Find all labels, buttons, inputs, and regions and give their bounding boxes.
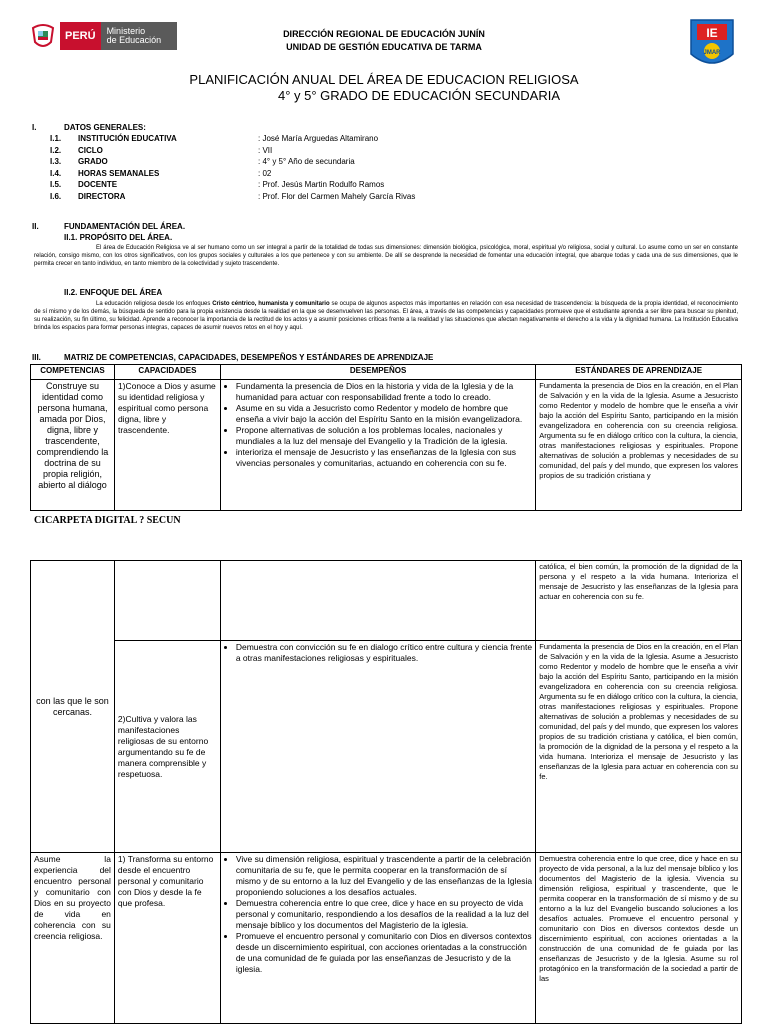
field-number: I.2. (50, 145, 62, 155)
column-header: COMPETENCIAS (31, 365, 115, 380)
competencia-cell: Asume la experiencia del encuentro personal y comunitario con Dios en su proyecto de vida en coherencia con su creencia religiosa. (31, 853, 115, 1024)
estandar-text: Demuestra coherencia entre lo que cree, dice y hace en su proyecto de vida personal, a la luz del mensaje bíblico y los documentos del Magisterio de la iglesia. Vivencia su dimensión religiosa, espiritual y trascendente, que le permita cooperar en la transformación de sí mismo y de su entorno a la luz del Evangelio buscando soluciones a los desafíos actuales. Promueve el encuentro personal y comunitario con Dios en diversos contextos desde un discernimiento espiritual, con acciones orientadas a la construcción de una comunidad de fe guiada por las enseñanzas de Jesucristo y de la Iglesia. Asume su rol protagónico en la transformación de la sociedad a partir de las (539, 854, 738, 983)
field-label: GRADO (78, 157, 108, 166)
table-row (31, 380, 742, 511)
field-label: INSTITUCIÓN EDUCATIVA (78, 134, 177, 143)
section-number: III. (32, 353, 41, 362)
column-header: CAPACIDADES (114, 365, 220, 380)
desempenos-cell (220, 561, 535, 641)
table-header-row (31, 365, 742, 380)
desempenos-cell (220, 641, 535, 853)
desempenos-list (224, 854, 532, 975)
desempeno-item: • Asume en su vida a Jesucristo como Redentor y modelo de hombre que enseña a vivir bajo la acción del Espíritu Santo en la misión evangelizadora. (236, 403, 532, 425)
table-row (31, 561, 742, 641)
field-value: : José María Arguedas Altamirano (258, 134, 379, 143)
enfoque-paragraph (34, 300, 738, 332)
desempenos-list (224, 381, 532, 469)
section-number: I. (32, 123, 37, 132)
enfoque-text-a: La educación religiosa desde los enfoques (96, 301, 213, 307)
section-number: II. (32, 222, 39, 231)
title-line2: 4° y 5° GRADO DE EDUCACIÓN SECUNDARIA (277, 88, 560, 103)
field-label: DIRECTORA (78, 191, 126, 201)
proposito-paragraph: El área de Educación Religiosa ve al ser humano como un ser integral a partir de la totalidad de todas sus dimensiones: dimensión biológica, psicológica, moral, espiritual y/o religiosa, social y cultural. Lo asume como un ser en constante relación, consigo mismo, con los otros significativos, con los grupos sociales y culturales a los que pertenece y con su ambiente. De allí se desprende la necesidad de fomentar una educación integral, que abarque todas y cada una de sus dimensiones, que le permita crecer en tanto individuo, en tanto miembro de la colectividad y sujeto trascendente. (34, 245, 738, 267)
footer-label: CICARPETA DIGITAL ? SECUN (34, 515, 181, 526)
ministry-line1: Ministerio (106, 26, 146, 36)
desempenos-list (224, 642, 532, 664)
field-number: I.6. (50, 191, 62, 201)
field-label: DOCENTE (78, 180, 118, 189)
capacidad-cell: 1) Transforma su entorno desde el encuentro personal y comunitario con Dios y desde la fe que profesa. (114, 853, 220, 1024)
desempeno-item: • Promueve el encuentro personal y comunitario con Dios en diversos contextos desde un discernimiento espiritual, con acciones orientadas a la construcción de una comunidad de fe guiada por las enseñanzas de Jesucristo y de la iglesia. (236, 931, 532, 975)
enfoque-text-c: se ocupa de algunos aspectos más importantes en relación con esa necesidad de trascendencia: la búsqueda de la propia identidad, el reconocimiento de sí mismo y de los demás, la búsqueda de sentido para la propia existencia desde la realidad en la que se desenvuelven las personas. El área, a través de las competencias y capacidades promueve que el estudiante aprenda a ser libre para buscar su plenitud, su realización, su fin último, su felicidad. Aprende a reconocer la importancia de la rectitud de los actos y a asumir posiciones críticas frente a la realidad y las situaciones que afectan negativamente el derecho a la vida y la dignidad humana. La Institución Educativa brinda los espacios para formar personas integras, capaces de asumir nuevos retos en el hoy y aquí. (34, 301, 738, 331)
capacidad-cell: 1)Conoce a Dios y asume su identidad religiosa y espiritual como persona digna, libre y trascendente. (114, 380, 220, 511)
estandar-cell: católica, el bien común, la promoción de la dignidad de la persona y el respeto a la vida humana. Interioriza el mensaje de Jesucristo y las enseñanzas de la Iglesia para actuar en coherencia con su fe. (536, 561, 742, 641)
desempeno-item: • Propone alternativas de solución a los problemas locales, nacionales y mundiales a la luz del mensaje del Evangelio y la Tradición de la iglesia. (236, 425, 532, 447)
field-value: : 02 (258, 168, 272, 178)
capacidad-cell: 2)Cultiva y valora las manifestaciones religiosas de su entorno argumentando su fe de manera comprensible y respetuosa. (114, 641, 220, 853)
field-label: HORAS SEMANALES (78, 168, 160, 178)
section-heading: FUNDAMENTACIÓN DEL ÁREA. (64, 222, 186, 231)
field-value: : Prof. Jesús Martin Rodulfo Ramos (258, 180, 385, 189)
ministry-line2: de Educación (106, 35, 162, 45)
field-label: CICLO (78, 145, 103, 155)
competencia-cell: Construye su identidad como persona humana, amada por Dios, digna, libre y trascendente, comprendiendo la doctrina de su propia religión, abierto al diálogo (31, 380, 115, 511)
field-number: I.3. (50, 157, 62, 166)
title-line1: PLANIFICACIÓN ANUAL DEL ÁREA DE EDUCACION RELIGIOSA (189, 72, 579, 87)
field-value: : 4° y 5° Año de secundaria (258, 157, 355, 166)
desempeno-item: • Fundamenta la presencia de Dios en la historia y vida de la Iglesia y de la humanidad para actuar con responsabilidad frente a todo lo creado. (236, 381, 532, 403)
matrix-table-continued (30, 560, 742, 1024)
field-number: I.1. (50, 134, 62, 143)
desempeno-item: • Demuestra coherencia entre lo que cree, dice y hace en su proyecto de vida personal y comunitario, respondiendo a los desafíos de la realidad a la luz del mensaje bíblico y los documentos del Magisterio de la iglesia. (236, 898, 532, 931)
desempeno-item: • interioriza el mensaje de Jesucristo y las enseñanzas de la Iglesia con sus vivencias personales y comunitarias, actuando en coherencia con su fe. (236, 447, 532, 469)
school-logo-subtext: JMAR (703, 50, 721, 56)
subsection-heading: II.2. ENFOQUE DEL ÁREA (64, 288, 163, 297)
section-heading: DATOS GENERALES: (64, 123, 146, 132)
capacidad-cell (114, 561, 220, 641)
direction-line2: UNIDAD DE GESTIÓN EDUCATIVA DE TARMA (286, 42, 482, 52)
competencia-cell: con las que le son cercanas. (31, 561, 115, 853)
desempeno-item: • Vive su dimensión religiosa, espiritual y trascendente a partir de la celebración comunitaria de su fe, que le permita cooperar en la transformación de sí mismo y de su entorno a la luz del Evangelio y de las enseñanzas de la Iglesia proponiendo soluciones a los desafíos actuales. (236, 854, 532, 898)
peru-label: PERÚ (60, 22, 101, 50)
table-row (31, 641, 742, 853)
desempenos-cell (220, 380, 535, 511)
field-value: : VII (258, 145, 273, 155)
estandar-cell: Fundamenta la presencia de Dios en la creación, en el Plan de Salvación y en la vida de la Iglesia. Asume a Jesucristo como Redentor y modelo de hombre que le enseña a vivir bajo la acción del Espíritu Santo, participando en la misión evangelizadora en coherencia con su creencia religiosa. Argumenta su fe en diálogo crítico con la cultura, la ciencia, otras manifestaciones religiosas y espirituales. Propone alternativas de solución a problemas y necesidades de su comunidad, del país y del mundo, que expresen los valores propios de su tradición cristiana y (536, 380, 742, 511)
desempenos-cell (220, 853, 535, 1024)
enfoque-text-bold: Cristo céntrico, humanista y comunitario (212, 301, 330, 307)
field-number: I.5. (50, 180, 62, 189)
estandar-cell: Fundamenta la presencia de Dios en la creación, en el Plan de Salvación y en la vida de la Iglesia. Asume a Jesucristo como Redentor y modelo de hombre que le enseña a vivir bajo la acción del Espíritu Santo, participando en la misión evangelizadora en coherencia con su creencia religiosa. Argumenta su fe en diálogo crítico con la cultura, la ciencia, otras manifestaciones religiosas y espirituales. Propone alternativas de solución a problemas y necesidades de su comunidad, del país y del mundo, que expresen los valores propios de su tradición cristiana y católica, el bien común, la promoción de la dignidad de la persona y el respeto a la vida humana. Interioriza el mensaje de Jesucristo y las enseñanzas de la Iglesia para actuar en coherencia con su fe. (536, 641, 742, 853)
desempeno-item: • Demuestra con convicción su fe en dialogo crítico entre cultura y ciencia frente a otras manifestaciones religiosas y espirituales. (236, 642, 532, 664)
direction-line1: DIRECCIÓN REGIONAL DE EDUCACIÓN JUNÍN (283, 29, 485, 39)
direction-header (0, 28, 768, 54)
matrix-table (30, 364, 742, 511)
field-number: I.4. (50, 168, 62, 178)
school-logo-text: IE (706, 26, 718, 40)
column-header: ESTÁNDARES DE APRENDIZAJE (536, 365, 742, 380)
subsection-heading: II.1. PROPÓSITO DEL ÁREA. (64, 233, 173, 242)
table-row (31, 853, 742, 1024)
school-logo-icon (689, 18, 735, 72)
document-title (0, 72, 768, 104)
section-heading: MATRIZ DE COMPETENCIAS, CAPACIDADES, DESEMPEÑOS Y ESTÁNDARES DE APRENDIZAJE (64, 353, 434, 362)
column-header: DESEMPEÑOS (220, 365, 535, 380)
estandar-cell (536, 853, 742, 1024)
field-value: : Prof. Flor del Carmen Mahely García Rivas (258, 191, 416, 201)
